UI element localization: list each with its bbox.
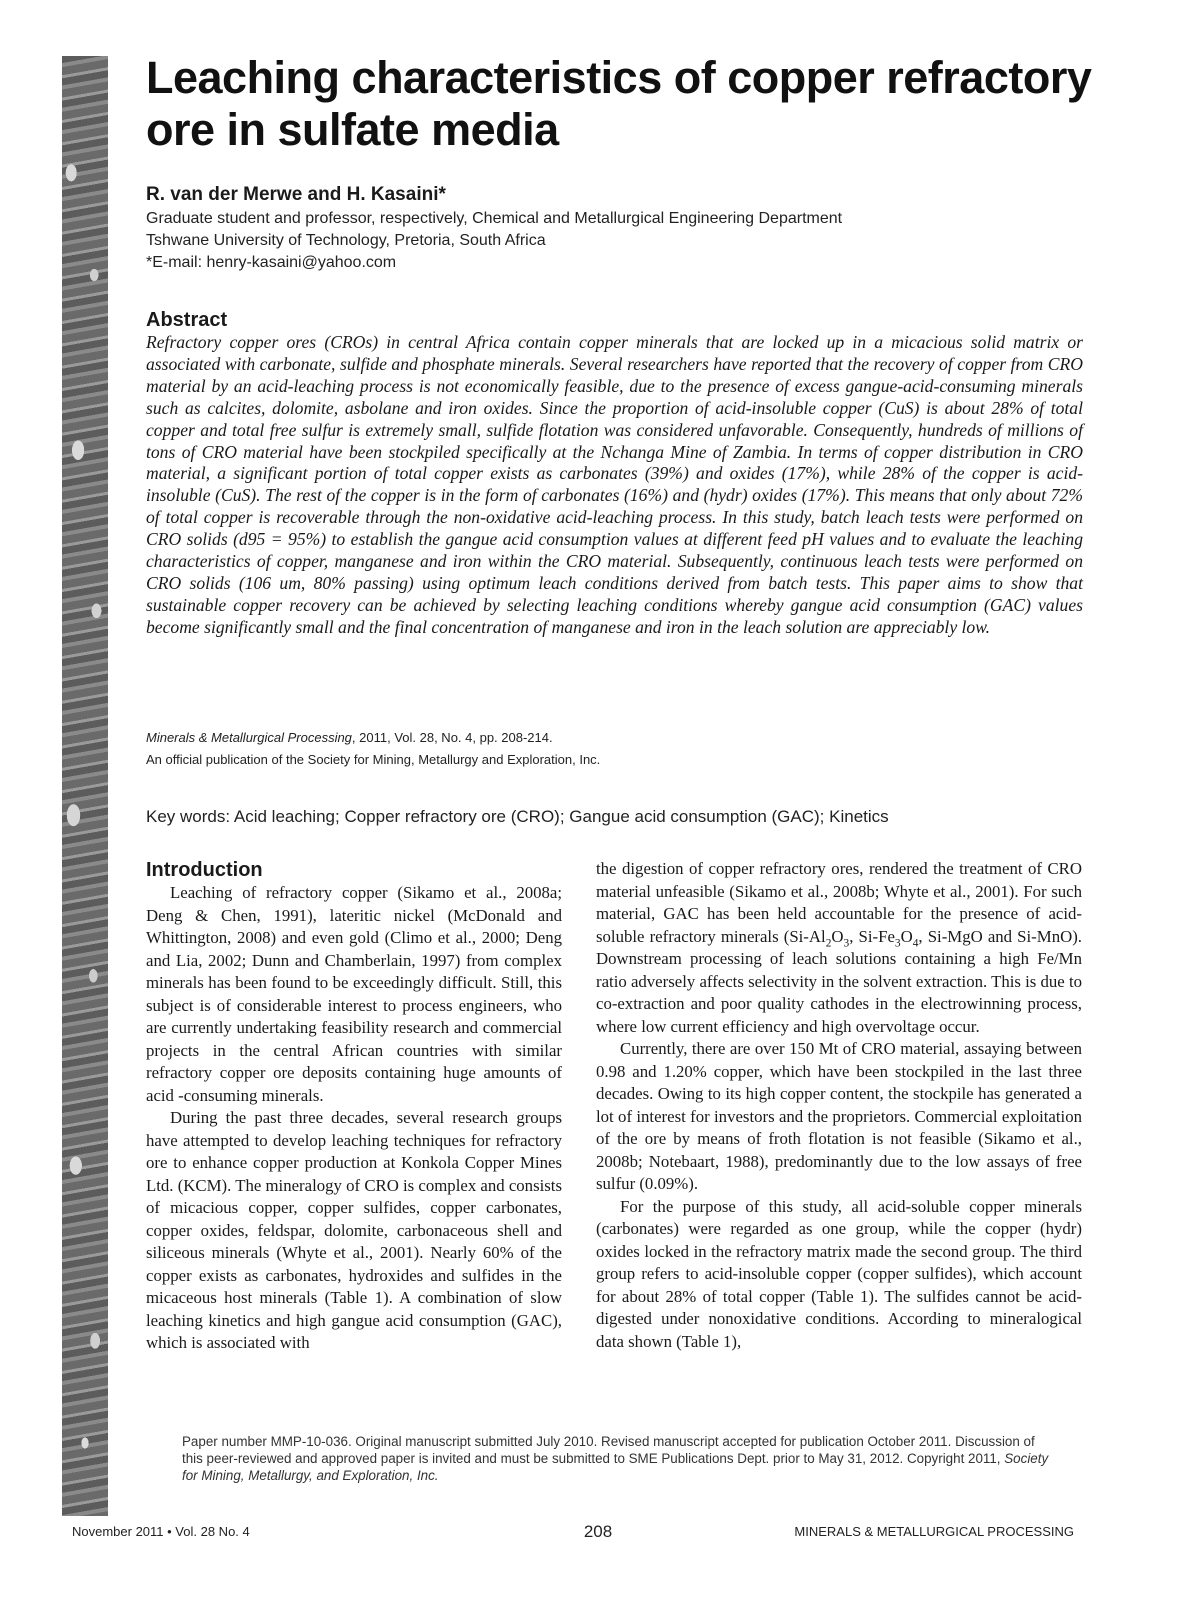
paper-title: Leaching characteristics of copper refractory ore in sulfate media: [146, 52, 1092, 155]
intro-paragraph-2: During the past three decades, several research groups have attempted to develop leaching techniques for refractory ore to enhance copper production at Konkola Copper Mines Ltd. (KCM). The mineralogy of CRO is complex and consists of micacious copper, copper sulfides, copper carbonates, copper oxides, feldspar, dolomite, carbonaceous shell and siliceous minerals (Whyte et al., 2001). Nearly 60% of the copper exists as carbonates, hydroxides and sulfides in the micaceous host minerals (Table 1). A combination of slow leaching kinetics and high gangue acid consumption (GAC), which is associated with: [146, 1108, 562, 1352]
intro-paragraph-4: Currently, there are over 150 Mt of CRO material, assaying between 0.98 and 1.20% copper, which have been stockpiled in the last three decades. Owing to its high copper content, the stockpile has generated a lot of interest for investors and the proprietors. Commercial exploitation of the ore by means of froth flotation is not feasible (Sikamo et al., 2008b; Notebaart, 1988), predominantly due to the low assays of free sulfur (0.09%).: [596, 1039, 1082, 1193]
society-name: Society for Mining, Metallurgy, and Exploration, Inc.: [182, 1451, 1049, 1483]
intro-paragraph-5: For the purpose of this study, all acid-soluble copper minerals (carbonates) were regarded as one group, while the copper (hydr) oxides locked in the refractory matrix made the second group. The third group refers to acid-insoluble copper (copper sulfides), which account for about 28% of total copper (Table 1). The sulfides cannot be acid-digested under nonoxidative conditions. According to mineralogical data shown (Table 1),: [596, 1196, 1082, 1351]
journal-name: Minerals & Metallurgical Processing: [146, 730, 352, 745]
abstract-text: Refractory copper ores (CROs) in central Africa contain copper minerals that are locked up in a micacious solid matrix or associated with carbonate, sulfide and phosphate minerals. Several researchers have reported that the recovery of copper from CRO material by an acid-leaching process is not economically feasible, due to the presence of excess gangue-acid-consuming minerals such as calcites, dolomite, asbolane and iron oxides. Since the proportion of acid-insoluble copper (CuS) is about 28% of total copper and total free sulfur is extremely small, sulfide flotation was considered unfavorable. Consequently, hundreds of millions of tons of CRO material have been stockpiled specifically at the Nchanga Mine of Zambia. In terms of copper distribution in CRO material, a significant portion of total copper exists as carbonates (39%) and oxides (17%), while 28% of the copper is acid-insoluble (CuS). The rest of the copper is in the form of carbonates (16%) and (hydr) oxides (17%). This means that only about 72% of total copper is recoverable through the non-oxidative acid-leaching process. In this study, batch leach tests were performed on CRO solids (d95 = 95%) to establish the gangue acid consumption values at different feed pH values and to evaluate the leaching characteristics of copper, manganese and iron within the CRO material. Subsequently, continuous leach tests were performed on CRO solids (106 um, 80% passing) using optimum leach conditions derived from batch tests. This paper aims to show that sustainable copper recovery can be achieved by selecting leaching conditions whereby gangue acid consumption (GAC) values become significantly small and the final concentration of manganese and iron in the leach solution are appreciably low.: [146, 332, 1083, 637]
page-number: 208: [583, 1522, 613, 1541]
affiliation: [146, 208, 842, 274]
abstract-heading: Abstract: [146, 309, 228, 331]
authors: R. van der Merwe and H. Kasaini*: [146, 184, 446, 205]
publisher-note: An official publication of the Society for Mining, Metallurgy and Exploration, Inc.: [146, 752, 601, 767]
keywords: Key words: Acid leaching; Copper refractory ore (CRO); Gangue acid consumption (GAC); Kinetics: [146, 807, 889, 826]
journal-citation: [146, 727, 600, 771]
manuscript-footnote: Paper number MMP-10-036. Original manuscript submitted July 2010. Revised manuscript accepted for publication October 2011. Discussion of this peer-reviewed and approved paper is invited and must be submitted to SME Publications Dept. prior to May 31, 2012. Copyright 2011, Society for Mining, Metallurgy, and Exploration, Inc.: [182, 1434, 1049, 1483]
decorative-texture-strip: [62, 56, 108, 1516]
footer-journal: MINERALS & METALLURGICAL PROCESSING: [794, 1524, 1074, 1539]
author-email: *E-mail: henry-kasaini@yahoo.com: [146, 254, 397, 271]
affiliation-university: Tshwane University of Technology, Pretoria, South Africa: [146, 232, 546, 249]
intro-paragraph-1: Leaching of refractory copper (Sikamo et al., 2008a; Deng & Chen, 1991), lateritic nickel (McDonald and Whittington, 2008) and even gold (Climo et al., 2000; Deng and Lia, 2002; Dunn and Chamberlain, 1997) from complex minerals has been found to be exceedingly difficult. Still, this subject is of considerable interest to process engineers, who are currently undertaking feasibility research and commercial projects in the central African countries with similar refractory copper ore deposits containing huge amounts of acid -consuming minerals.: [146, 883, 562, 1105]
citation-details: , 2011, Vol. 28, No. 4, pp. 208-214.: [351, 730, 553, 745]
introduction-heading: Introduction: [146, 859, 263, 881]
footer-issue: November 2011 • Vol. 28 No. 4: [72, 1524, 250, 1539]
affiliation-department: Graduate student and professor, respectively, Chemical and Metallurgical Engineering Department: [146, 210, 843, 227]
body-column-left: [146, 858, 562, 1355]
body-column-right: [596, 858, 1082, 1353]
intro-paragraph-3: the digestion of copper refractory ores, rendered the treatment of CRO material unfeasible (Sikamo et al., 2008b; Whyte et al., 2001). For such material, GAC has been held accountable for the presence of acid-soluble refractory minerals ($Si-Al_2O_3$, $Si-Fe_3O_4$, Si-MgO and Si-MnO). Downstream processing of leach solutions containing a high Fe/Mn ratio adversely affects selectivity in the solvent extraction. This is due to co-extraction and poor quality cathodes in the electrowinning process, where low current efficiency and high overvoltage occur.: [596, 859, 1082, 1036]
